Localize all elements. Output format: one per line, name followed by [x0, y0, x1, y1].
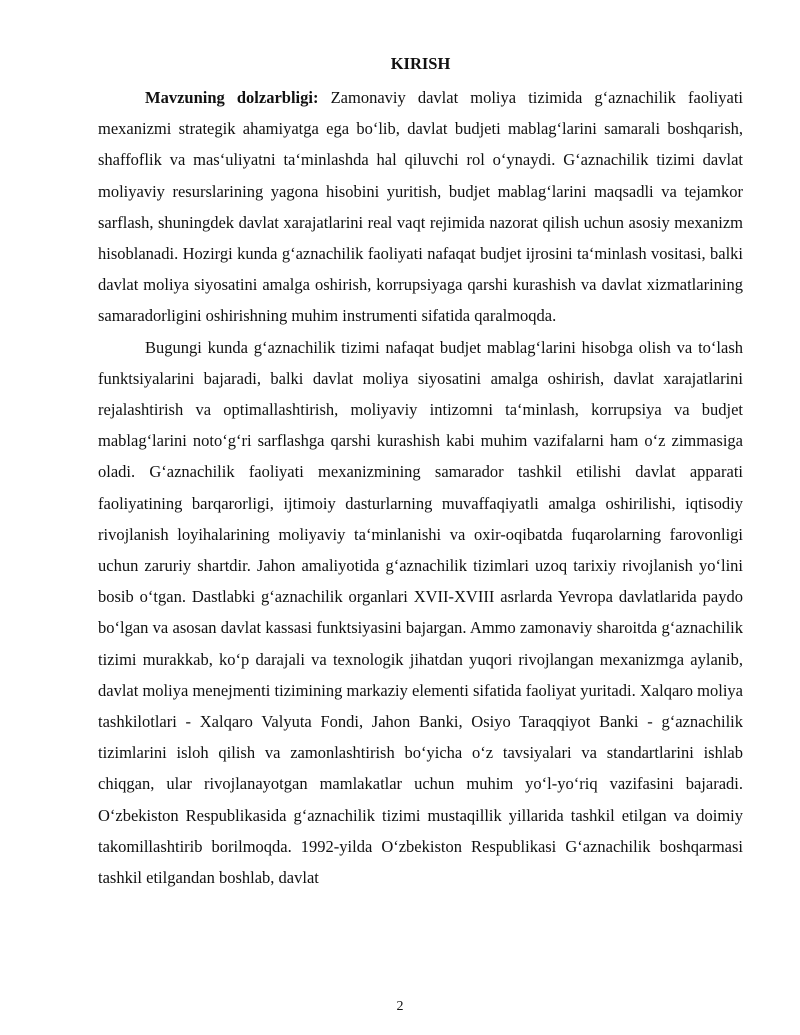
section-title: KIRISH: [390, 54, 451, 73]
paragraph-text: Zamonaviy davlat moliya tizimida g‘aznachilik faoliyati mexanizmi strategik ahamiyatga ega bo‘lib, davlat budjeti mablag‘larini samarali boshqarish, shaffoflik va mas‘uliyatni ta‘minlashda hal qiluvchi rol o‘ynaydi. G‘aznachilik tizimi davlat moliyaviy resurslarining yagona hisobini yuritish, budjet mablag‘larini maqsadli va tejamkor sarflash, shuningdek davlat xarajatlarini real vaqt rejimida nazorat qilish uchun asosiy mexanizm hisoblanadi. Hozirgi kunda g‘aznachilik faoliyati nafaqat budjet ijrosini ta‘minlash vositasi, balki davlat moliya siyosatini amalga oshirish, korrupsiyaga qarshi kurashish va davlat xizmatlarining samaradorligini oshirishning muhim instrumenti sifatida qaralmoqda.: [98, 88, 744, 326]
paragraph-relevance: [98, 82, 743, 332]
page-number: 2: [396, 999, 404, 1014]
paragraph-lead: Mavzuning dolzarbligi:: [145, 88, 319, 107]
paragraph-body: [98, 332, 743, 894]
document-page: [98, 52, 743, 893]
paragraph-text: Bugungi kunda g‘aznachilik tizimi nafaqat budjet mablag‘larini hisobga olish va to‘lash funktsiyalarini bajaradi, balki davlat moliya siyosatini amalga oshirish, davlat xarajatlarini rejalashtirish va optimallashtirish, moliyaviy intizomni ta‘minlash, korrupsiya va budjet mablag‘larini noto‘g‘ri sarflashga qarshi kurashish kabi muhim vazifalarni ham o‘z zimmasiga oladi. G‘aznachilik faoliyati mexanizmining samarador tashkil etilishi davlat apparati faoliyatining barqarorligi, ijtimoiy dasturlarning muvaffaqiyatli amalga oshirilishi, iqtisodiy rivojlanish loyihalarining moliyaviy ta‘minlanishi va oxir-oqibatda fuqarolarning farovonligi uchun zaruriy shartdir. Jahon amaliyotida g‘aznachilik tizimlari uzoq tarixiy rivojlanish yo‘lini bosib o‘tgan. Dastlabki g‘aznachilik organlari XVII-XVIII asrlarda Yevropa davlatlarida paydo bo‘lgan va asosan davlat kassasi funktsiyasini bajargan. Ammo zamonaviy sharoitda g‘aznachilik tizimi murakkab, ko‘p darajali va texnologik jihatdan yuqori rivojlangan mexanizmga aylanib, davlat moliya menejmenti tizimining markaziy elementi sifatida faoliyat yuritadi. Xalqaro moliya tashkilotlari - Xalqaro Valyuta Fondi, Jahon Banki, Osiyo Taraqqiyot Banki - g‘aznachilik tizimlarini isloh qilish va zamonlashtirish bo‘yicha o‘z tavsiyalari va standartlarini ishlab chiqgan, ular rivojlanayotgan mamlakatlar uchun muhim yo‘l-yo‘riq vazifasini bajaradi. O‘zbekiston Respublikasida g‘aznachilik tizimi mustaqillik yillarida tashkil etilgan va doimiy takomillashtirib borilmoqda. 1992-yilda O‘zbekiston Respublikasi G‘aznachilik boshqarmasi tashkil etilgandan boshlab, davlat: [98, 337, 743, 888]
